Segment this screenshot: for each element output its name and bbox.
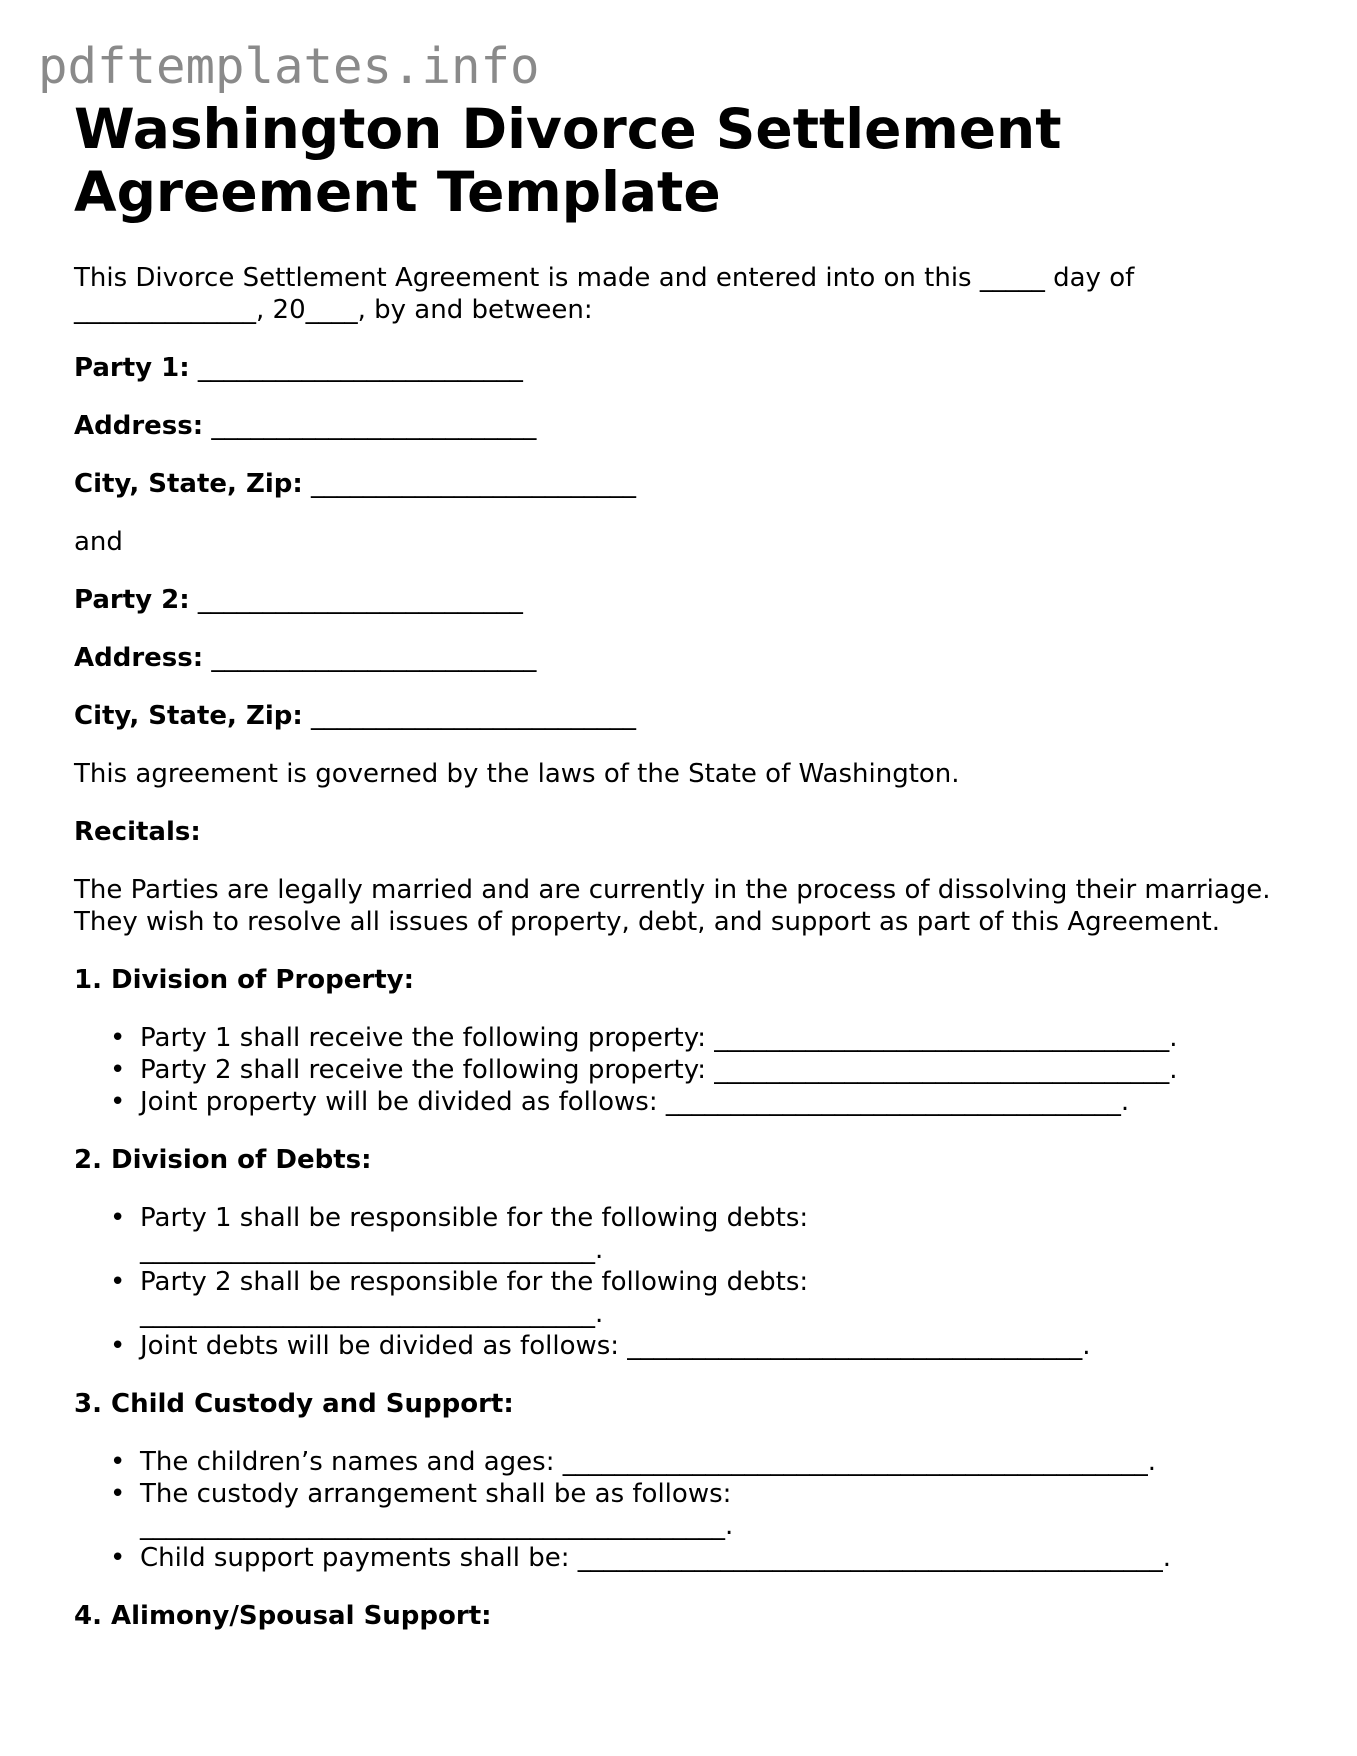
party1-blank: _________________________	[197, 353, 523, 383]
recitals-text: The Parties are legally married and are currently in the process of dissolving their marriage. They wish to resolve all issues of property, debt, and support as part of this Agreement.	[74, 875, 1271, 937]
party2-city-line	[74, 700, 1274, 732]
recitals-heading: Recitals:	[74, 817, 201, 847]
party2-address-label: Address:	[74, 643, 204, 673]
property-list	[74, 1022, 1274, 1118]
section-heading-alimony: 4. Alimony/Spousal Support:	[74, 1601, 492, 1631]
section-heading-debts: 2. Division of Debts:	[74, 1145, 372, 1175]
party1-city-label: City, State, Zip:	[74, 469, 303, 499]
list-item: • The children’s names and ages: _____________________________________________.	[140, 1446, 1274, 1478]
party1-address-line	[74, 410, 1274, 442]
section-heading-custody: 3. Child Custody and Support:	[74, 1389, 514, 1419]
party2-city-blank: _________________________	[311, 701, 637, 731]
debts-list	[74, 1202, 1274, 1362]
party1-address-blank: _________________________	[211, 411, 537, 441]
document-page	[74, 98, 1274, 1632]
party2-city-label: City, State, Zip:	[74, 701, 303, 731]
list-item: • Party 2 shall be responsible for the following debts: ___________________________________.	[140, 1266, 900, 1330]
title-line-2: Agreement Template	[74, 160, 721, 224]
party1-city-blank: _________________________	[311, 469, 637, 499]
party1-label: Party 1:	[74, 353, 190, 383]
list-item: • Joint property will be divided as follows: ___________________________________.	[140, 1086, 1274, 1118]
list-item: • Party 1 shall be responsible for the following debts: ___________________________________.	[140, 1202, 900, 1266]
section-heading-property: 1. Division of Property:	[74, 965, 414, 995]
custody-list	[74, 1446, 1274, 1574]
party1-city-line	[74, 468, 1274, 500]
watermark: pdftemplates.info	[38, 38, 540, 95]
party2-line	[74, 584, 1274, 616]
party1-address-label: Address:	[74, 411, 204, 441]
list-item: • The custody arrangement shall be as follows: _____________________________________________.	[140, 1478, 900, 1542]
title-line-1: Washington Divorce Settlement	[74, 97, 1062, 161]
document-title	[74, 98, 1274, 224]
party2-label: Party 2:	[74, 585, 190, 615]
list-item: • Party 1 shall receive the following property: ___________________________________.	[140, 1022, 1274, 1054]
party2-address-blank: _________________________	[211, 643, 537, 673]
list-item: • Party 2 shall receive the following property: ___________________________________.	[140, 1054, 1274, 1086]
list-item: • Child support payments shall be: _____________________________________________.	[140, 1542, 1274, 1574]
list-item: • Joint debts will be divided as follows: ___________________________________.	[140, 1330, 1274, 1362]
governed-by-text: This agreement is governed by the laws of the State of Washington.	[74, 759, 960, 789]
party2-blank: _________________________	[197, 585, 523, 615]
party2-address-line	[74, 642, 1274, 674]
intro-paragraph: This Divorce Settlement Agreement is made and entered into on this _____ day of ______________, 20____, by and between:	[74, 263, 1135, 325]
and-text: and	[74, 527, 123, 557]
party1-line	[74, 352, 1274, 384]
